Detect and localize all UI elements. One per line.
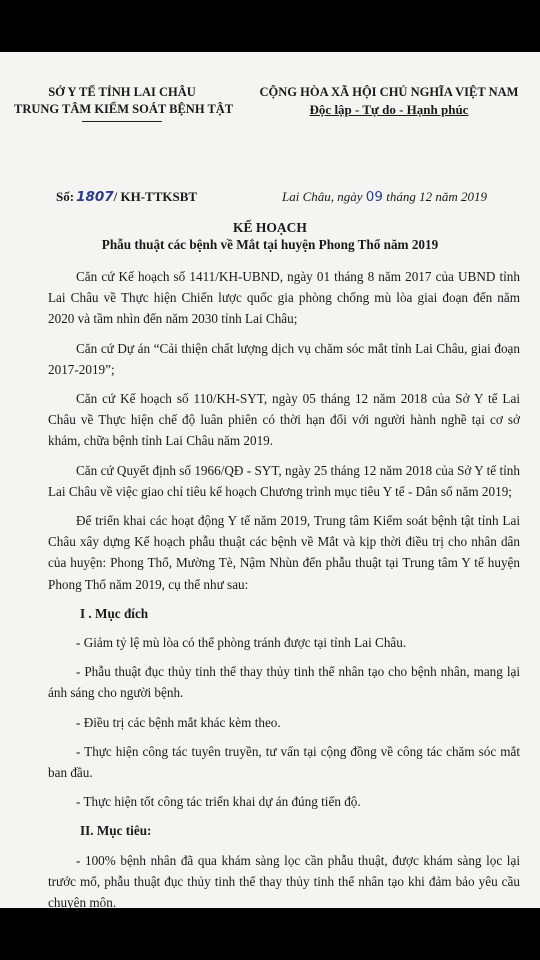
number-suffix: / KH-TTKSBT <box>113 189 198 204</box>
list-item: - Phẫu thuật đục thủy tinh thể thay thủy tinh thể nhân tạo cho bệnh nhân, mang lại ánh sáng cho người bệnh. <box>48 664 520 701</box>
section-heading: II. Mục tiêu: <box>80 823 152 839</box>
list-item: - 100% bệnh nhân đã qua khám sàng lọc cần phẫu thuật, được khám sàng lọc lại trước mổ, phẫu thuật đục thủy tinh thể thay thủy tinh thể nhân tạo khi đảm bảo yêu cầu chuyên môn. <box>48 852 520 911</box>
place-and-date <box>282 189 487 205</box>
paragraph: Để triển khai các hoạt động Y tế năm 2019, Trung tâm Kiểm soát bệnh tật tỉnh Lai Châu xây dựng Kế hoạch phẫu thuật các bệnh về Mắt và kịp thời điều trị cho nhân dân của huyện: Phong Thổ, Mường Tè, Nậm Nhùn đến phẫu thuật tại Trung tâm Y tế huyện Phong Thổ năm 2019, cụ thể như sau: <box>48 513 520 592</box>
national-heading <box>248 84 530 118</box>
list-item: - Giảm tỷ lệ mù lòa có thể phòng tránh được tại tỉnh Lai Châu. <box>76 635 407 651</box>
paragraph: Căn cứ Dự án “Cải thiện chất lượng dịch vụ chăm sóc mắt tỉnh Lai Châu, giai đoạn 2017-2019”; <box>48 340 520 377</box>
handwritten-day: 09 <box>365 189 383 205</box>
document-subtitle: Phẫu thuật các bệnh về Mắt tại huyện Phong Thổ năm 2019 <box>101 237 439 252</box>
document-title: KẾ HOẠCH <box>233 220 307 235</box>
document-body <box>48 266 520 913</box>
list-item: - Thực hiện tốt công tác triển khai dự án đúng tiến độ. <box>76 794 361 810</box>
country-name: CỘNG HÒA XÃ HỘI CHỦ NGHĨA VIỆT NAM <box>259 85 519 99</box>
document-number <box>56 189 197 205</box>
national-motto: Độc lập - Tự do - Hạnh phúc <box>309 102 469 117</box>
number-prefix: Số: <box>56 189 75 204</box>
section-heading: I . Mục đích <box>80 605 149 621</box>
issuing-agency <box>14 84 234 118</box>
paragraph: Căn cứ Quyết định số 1966/QĐ - SYT, ngày 25 tháng 12 năm 2018 của Sở Y tế tỉnh Lai Châu về việc giao chỉ tiêu kế hoạch Chương trình mục tiêu Y tế - Dân số năm 2019; <box>48 462 520 499</box>
paragraph: Căn cứ Kế hoạch số 1411/KH-UBND, ngày 01 tháng 8 năm 2017 của UBND tỉnh Lai Châu về Thực hiện Chiến lược quốc gia phòng chống mù lòa giai đoạn đến năm 2020 và tầm nhìn đến năm 2030 tỉnh Lai Châu; <box>48 269 520 327</box>
date-suffix: tháng 12 năm 2019 <box>386 189 487 204</box>
list-item: - Thực hiện công tác tuyên truyền, tư vấn tại cộng đồng về công tác chăm sóc mắt ban đầu. <box>48 743 520 781</box>
agency-name: TRUNG TÂM KIỂM SOÁT BỆNH TẬT <box>14 102 234 116</box>
paragraph: Căn cứ Kế hoạch số 110/KH-SYT, ngày 05 tháng 12 năm 2018 của Sở Y tế Lai Châu về Thực hiện chế độ luân phiên có thời hạn đối với người hành nghề tại cơ sở khám, chữa bệnh tỉnh Lai Châu năm 2019. <box>48 391 520 449</box>
agency-underline <box>82 121 162 122</box>
agency-parent: SỞ Y TẾ TỈNH LAI CHÂU <box>48 85 196 99</box>
handwritten-number: 1807 <box>76 189 114 205</box>
list-item: - Điều trị các bệnh mắt khác kèm theo. <box>76 714 281 730</box>
date-prefix: Lai Châu, ngày <box>282 189 363 204</box>
